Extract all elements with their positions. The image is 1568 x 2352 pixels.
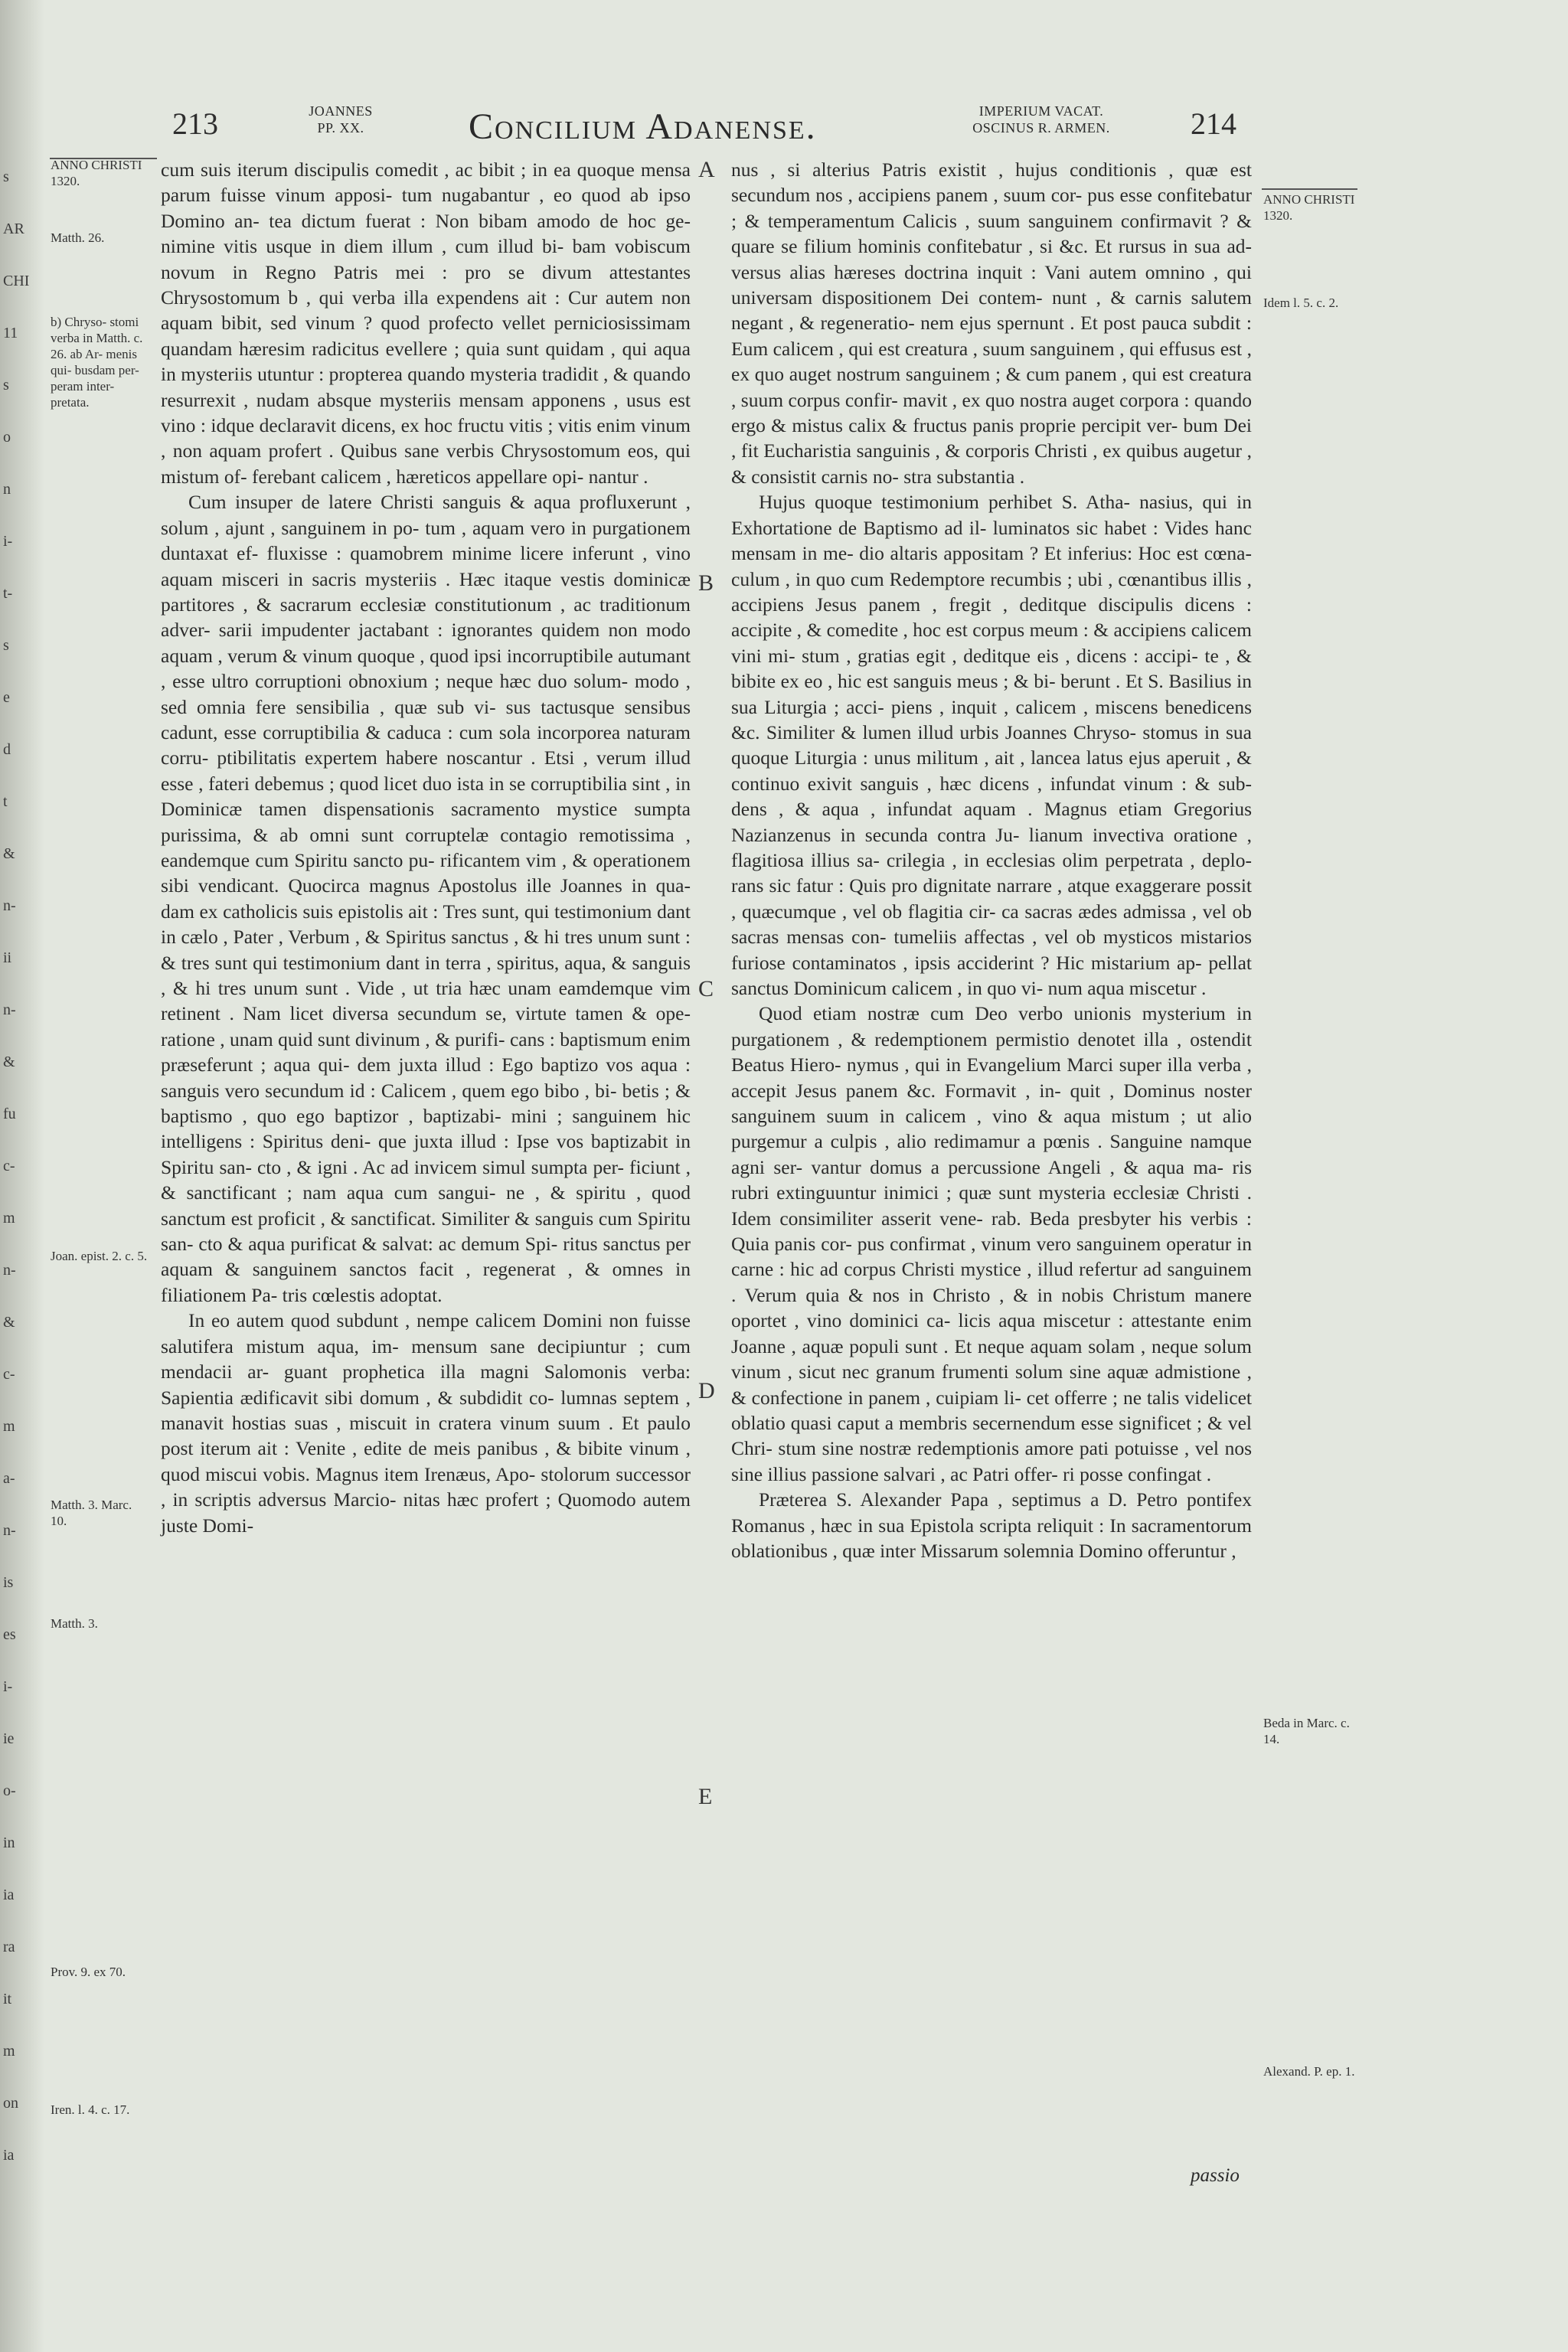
right-running-head bbox=[926, 103, 1156, 136]
paragraph: In eo autem quod subdunt , nempe calicem Domini non fuisse salutifera mistum aqua, im- mensum sane decipiuntur ; cum mendacii ar- guant prophetica illa magni Salomonis verba: Sapientia ædificavit sibi domum , & subdidit co- lumnas septem , manavit hostias suas , miscuit in cratera vinum suum . Et paulo post iterum ait : Venite , edite de meis panibus , & bibite vinum , quod miscui vobis. Magnus item Irenæus, Apo- stolorum successor , in scriptis adversus Marcio- nitas hæc profert ; Quomodo autem juste Domi- bbox=[161, 1309, 691, 1537]
facing-page-edge bbox=[0, 0, 44, 2352]
margin-note: b) Chryso- stomi verba in Matth. c. 26. ab Ar- menis qui- busdam per- peram inter- pretata. bbox=[51, 315, 143, 410]
paragraph: cum suis iterum discipulis comedit , ac bibit ; in ea quoque mensa parum fuisse vinum apposi- tum nugabantur , eo quod ab ipso Domino an- tea dictum fuerat : Non bibam amodo de hoc ge- nimine vitis usque in diem illum , cum illud bi- bam vobiscum novum in Regno Patris mei : pro se divum attestantes Chrysostomum b , qui verba illa expendens ait : Cur autem non aquam bibit, sed vinum ? quod profecto vellet perniciosissimam quandam hæresim radicitus evellere ; quia sunt quidam , qui aqua in mysteriis utuntur : propterea quando mysteria tradidit , & quando resurrexit , nudam absque mysteriis mensam apponens , usus est vino : idque declaravit dicens, ex hoc fructu vitis ; vitis enim vinum , non aquam profert . Quibus sane verbis Chrysostomum eos, qui mistum of- ferebant calicem , hæreticos appellare opi- nantur . bbox=[161, 158, 691, 488]
spine-letter: it bbox=[3, 1991, 12, 2007]
paragraph: Cum insuper de latere Christi sanguis & aqua profluxerunt , solum , ajunt , sanguinem in po- tum , aquam vero in purgationem duntaxat ef- fluxisse : quamobrem minime licere inferunt , vino aquam misceri in sacris mysteriis . Hæc itaque vestis dominicæ partitores , & sacrarum ecclesiæ constitutionum , ac traditionum adver- sarii impudenter jactabant : ignorantes quidem non modo aquam , verum & vinum quoque , quod ipsi incorruptibile autumant , esse ultro corruptioni obnoxium ; neque hæc duo solum- modo , sed omnia fere sensibilia , quæ sub vi- sus tactusque sensibus cadunt, esse corruptibilia & caduca : cum sola incorporea naturam corru- ptibilitatis expertem habere noscantur . Etsi , verum illud esse , fateri debemus ; quod licet duo ista in se corruptibilia sint , in Dominicæ tamen dispensationis sacramento mystice sumpta purissima, & ab omni sunt corruptelæ contagio remotissima , eandemque cum Spiritu sancto pu- rificantem vim , & operationem sibi vendicant. Quocirca magnus Apostolus ille Joannes in qua- dam ex catholicis suis epistolis ait : Tres sunt, qui testimonium dant in cælo , Pater , Verbum , & Spiritus sanctus , & hi tres unum sunt : & tres sunt qui testimonium dant in terra , spiritus, aqua, & sanguis , & hi tres unum sunt . Vide , ut tria hæc unam eamdemque vim retinent . Nam licet diversa secundum se, virtute tamen & ope- ratione , unam quid sunt divinum , & purifi- cans : baptismum enim præseferunt ; aqua qui- dem juxta illud : Ego baptizo vos aqua : sanguis vero secundum id : Calicem , quem ego bibo , bi- betis ; & baptismo , quo ego baptizor , baptizabi- mini ; sanguinem hic intelligens : Spiritus deni- que juxta illud : Ipse vos baptizabit in Spiritu san- cto , & igni . Ac ad invicem simul sumpta per- ficiunt , & sanctificant ; nam aqua cum sangui- ne , & spiritu , quod sanctum est proficit , & sanctificat. Similiter & sanguis cum Spiritu san- cto & aqua purificat & salvat: ac demum Spi- ritus sanctus per aquam & sanguinem sanctos facit , regenerat , & omnes in filiationem Pa- tris cœlestis adoptat. bbox=[161, 491, 691, 1306]
margin-note: Idem l. 5. c. 2. bbox=[1263, 296, 1339, 310]
spine-letter: & bbox=[3, 1314, 15, 1331]
spine-letter: m bbox=[3, 2043, 15, 2060]
spine-letter: s bbox=[3, 637, 9, 654]
right-text-column bbox=[731, 157, 1252, 1563]
spine-letter: o- bbox=[3, 1782, 16, 1799]
spine-letter: 11 bbox=[3, 325, 18, 341]
spine-letter: on bbox=[3, 2095, 18, 2112]
right-page-number: 214 bbox=[1191, 106, 1236, 141]
page-title: Concilium Adanense. bbox=[469, 106, 817, 147]
running-header bbox=[0, 100, 1568, 161]
left-running-head bbox=[295, 103, 387, 136]
spine-letter: fu bbox=[3, 1106, 16, 1122]
right-running-line-1: IMPERIUM VACAT. bbox=[978, 103, 1104, 119]
spine-letter: m bbox=[3, 1418, 15, 1435]
spine-letter: t bbox=[3, 793, 8, 810]
margin-note: Joan. epist. 2. c. 5. bbox=[51, 1249, 148, 1263]
spine-letter: n- bbox=[3, 897, 16, 914]
spine-letter: d bbox=[3, 741, 11, 758]
section-letter: A bbox=[698, 157, 715, 182]
spine-letter: e bbox=[3, 689, 10, 706]
spine-letter: c- bbox=[3, 1366, 15, 1383]
spine-letter: & bbox=[3, 845, 15, 862]
spine-letter: ie bbox=[3, 1730, 15, 1747]
margin-note: Matth. 3. Marc. 10. bbox=[51, 1498, 132, 1528]
spine-letter: i- bbox=[3, 533, 13, 550]
spine-letter: AR bbox=[3, 220, 24, 237]
spine-letter: n- bbox=[3, 1262, 16, 1279]
spine-letter: m bbox=[3, 1210, 15, 1227]
paragraph: nus , si alterius Patris existit , hujus conditionis , quæ est secundum nos , accipiens panem , suum cor- pus esse confitebatur ; & temperamentum Calicis , suum sanguinem confirmavit ? & quare se filium hominis confitebatur , si &c. Et rursus in sua ad- versus alias hæreses doctrina inquit : Vani autem omnino , qui universam dispositionem Dei contem- nunt , & carnis salutem negant , & regeneratio- nem ejus spernunt . Et post pauca subdit : Eum calicem , qui est creatura , suum sanguinem , qui effusus est , ex quo auget nostrum sanguinem ; & cum panem , qui est creatura , suum corpus confir- mavit , ex quo nostra auget corpora : quando ergo & mistus calix & fructus panis proprie percipit ver- bum Dei , fit Eucharistia sanguinis , & corporis Christi , ex quibus augetur , & consistit carnis no- stra substantia . bbox=[731, 158, 1252, 488]
spine-letter: t- bbox=[3, 585, 13, 602]
spine-letter: CHI bbox=[3, 273, 30, 289]
spine-letter: ia bbox=[3, 1886, 15, 1903]
left-running-line-2: PP. XX. bbox=[317, 120, 364, 136]
left-text-column bbox=[161, 157, 691, 1538]
spine-letter: s bbox=[3, 377, 9, 394]
spine-letter: a- bbox=[3, 1470, 15, 1487]
margin-note: Beda in Marc. c. 14. bbox=[1263, 1716, 1350, 1746]
spine-letter: ii bbox=[3, 949, 12, 966]
margin-note: Matth. 26. bbox=[51, 230, 105, 245]
left-running-line-1: JOANNES bbox=[309, 103, 373, 119]
spine-letter: es bbox=[3, 1626, 16, 1643]
margin-note: Iren. l. 4. c. 17. bbox=[51, 2102, 130, 2117]
paragraph: Præterea S. Alexander Papa , septimus a D. Petro pontifex Romanus , hæc in sua Epistola scripta reliquit : In sacramentorum oblationibus , quæ inter Missarum solemnia Domino offeruntur , bbox=[731, 1488, 1252, 1562]
spine-letter: ia bbox=[3, 2147, 15, 2164]
spine-letter: o bbox=[3, 429, 11, 446]
spine-letter: n bbox=[3, 481, 11, 498]
paragraph: Quod etiam nostræ cum Deo verbo unionis mysterium in purgationem , & redemptionem permistio denotet illa , ostendit Beatus Hiero- nymus , qui in Evangelium Marci super illa verba , accepit Jesus panem &c. Formavit , in- quit , Dominus noster sanguinem suum in calicem , vino & aqua mistum ; ut alio purgemur a culpis , alio redimamur a pœnis . Sanguine namque agni ser- vantur domus a percussione Angeli , & aqua ma- ris rubri extinguuntur inimici ; quæ sunt mysteria ecclesiæ Christi . Idem consimiliter asserit vene- rab. Beda presbyter his verbis : Quia panis cor- pus confirmat , vinum vero sanguinem operatur in carne : hic ad corpus Christi mystice , illud refertur ad sanguinem . Verum quia & nos in Christo , & in nobis Christum manere oportet , vino dominici ca- licis aqua miscetur : attestante enim Joanne , aquæ populi sunt . Et neque aquam solam , neque solum vinum , sicut nec granum frumenti solum sine aquæ admistione , & confectione in panem , cuipiam li- cet offerre ; ne talis videlicet oblatio quasi caput a membris secernendum esse significet ; & vel Chri- stum sine nostræ redemptionis amore pati potuisse , vel nos sine illius passione salvari , ac Patri offer- ri posse confingat . bbox=[731, 1002, 1252, 1485]
margin-rule-right bbox=[1262, 188, 1357, 190]
catchword: passio bbox=[1191, 2165, 1240, 2186]
spine-letter: & bbox=[3, 1054, 15, 1070]
spine-letter: ra bbox=[3, 1939, 15, 1955]
spine-letter: n- bbox=[3, 1522, 16, 1539]
spine-letter: n- bbox=[3, 1001, 16, 1018]
margin-note: Alexand. P. ep. 1. bbox=[1263, 2064, 1355, 2079]
margin-note: ANNO CHRISTI 1320. bbox=[1263, 192, 1355, 223]
margin-note: Prov. 9. ex 70. bbox=[51, 1965, 126, 1979]
spine-letter: s bbox=[3, 168, 9, 185]
section-letter: B bbox=[698, 570, 714, 596]
margin-note: ANNO CHRISTI 1320. bbox=[51, 158, 142, 188]
right-running-line-2: OSCINUS R. ARMEN. bbox=[972, 120, 1110, 136]
section-letter: E bbox=[698, 1784, 713, 1809]
section-letter: D bbox=[698, 1378, 715, 1403]
spine-letter: c- bbox=[3, 1158, 15, 1174]
spine-letter: i- bbox=[3, 1678, 13, 1695]
spine-letter: is bbox=[3, 1574, 14, 1591]
left-page-number: 213 bbox=[172, 106, 218, 141]
section-letter: C bbox=[698, 976, 714, 1001]
margin-note: Matth. 3. bbox=[51, 1616, 98, 1631]
paragraph: Hujus quoque testimonium perhibet S. Atha- nasius, qui in Exhortatione de Baptismo ad il- luminatos sic habet : Vides hanc mensam in me- dio altaris appositam ? Et inferius: Hoc est cœna- culum , in quo cum Redemptore recumbis ; ubi , cœnantibus illis , accipiens Jesus panem , fregit , deditque discipulis dicens : accipite , & comedite , hoc est corpus meum : & accipiens calicem vini mi- stum , gratias egit , deditque eis , dicens : accipi- te , & bibite ex eo , hic est sanguis meus ; & bi- berunt . Et S. Basilius in sua Liturgia ; acci- piens , inquit , calicem , miscens benedicens &c. Similiter & lumen illud urbis Joannes Chryso- stomus in sua quoque Liturgia : unus militum , ait , lancea latus ejus aperuit , & continuo exivit sanguis , hæc dicens , infundat vinum : & sub- dens , & aqua , infundat aquam . Magnus etiam Gregorius Nazianzenus in secunda contra Ju- lianum invectiva oratione , flagitiosa illius sa- crilegia , in ecclesias olim perpetrata , deplo- rans sic fatur : Quis pro dignitate narrare , atque exaggerare possit , quæcumque , vel ob flagitia cir- ca sacras ædes admissa , vel ob sacras mensas con- tumeliis affectas , vel ob mysticos mistarios furiose contaminatos , ipsis acciderint ? Hic mistarium ap- pellat sanctus Dominicum calicem , in quo vi- num aqua miscetur . bbox=[731, 491, 1252, 999]
spine-letter: in bbox=[3, 1834, 15, 1851]
